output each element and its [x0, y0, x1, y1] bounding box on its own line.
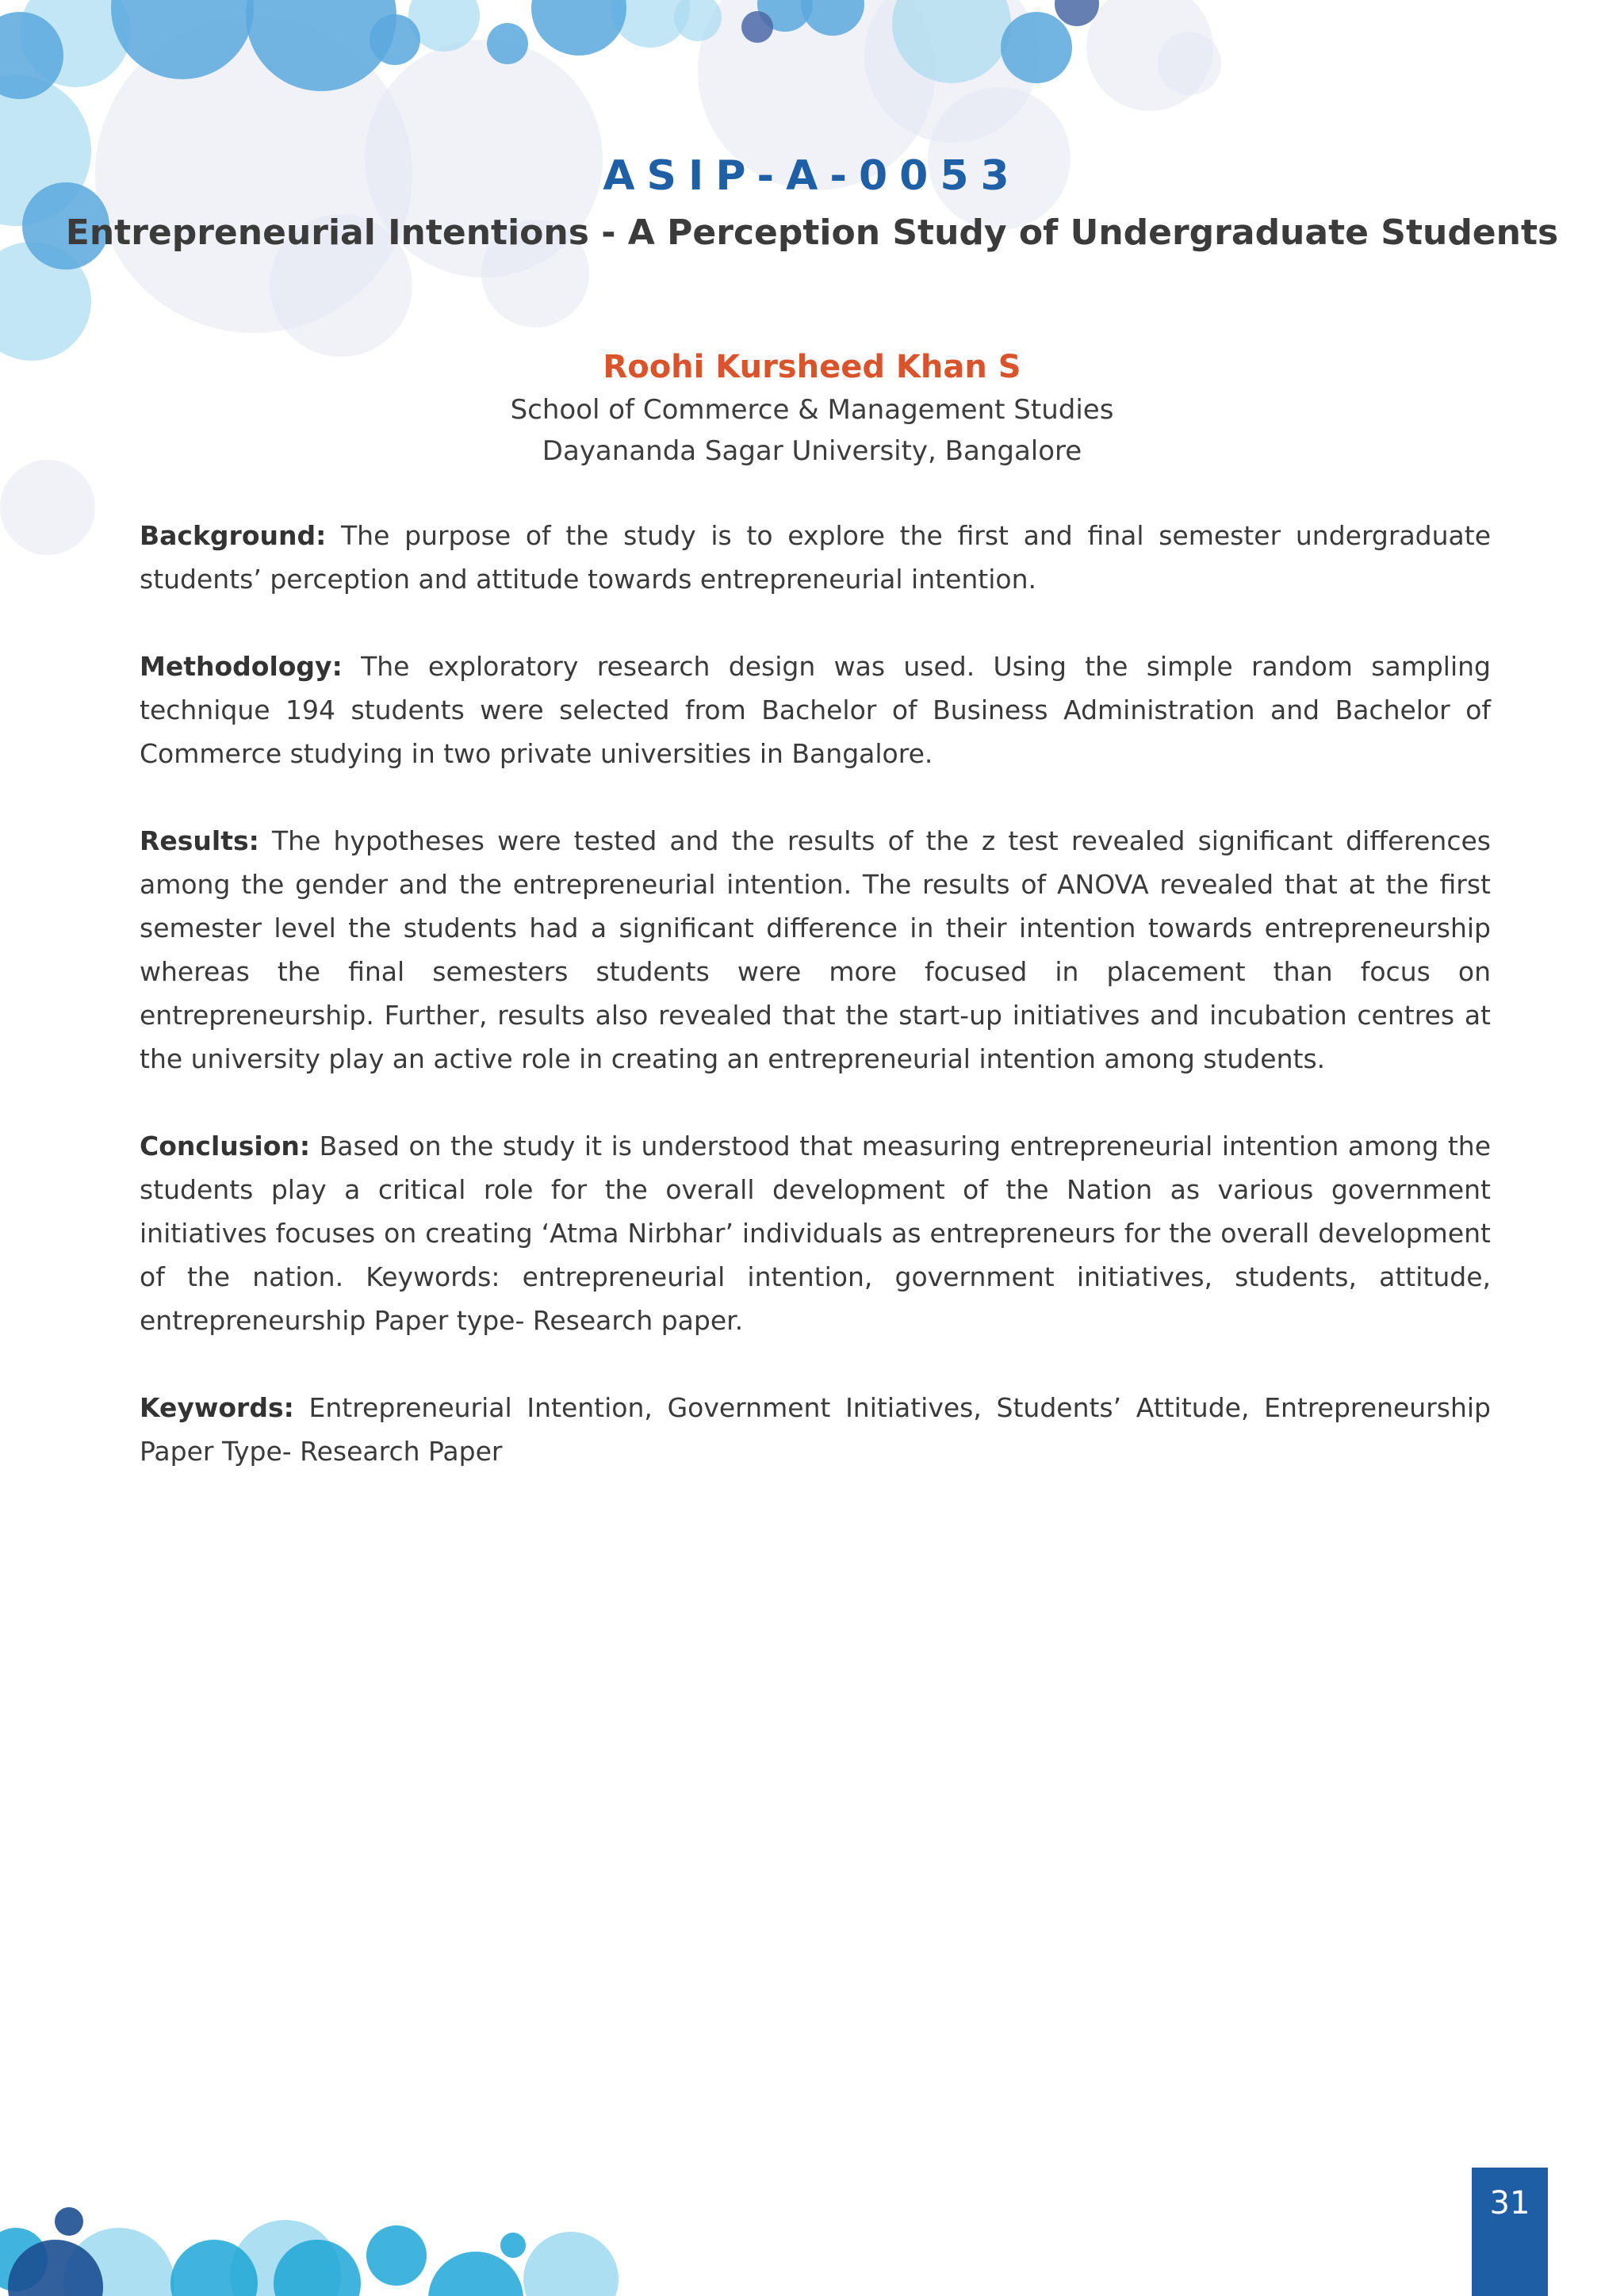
section-keywords: [140, 1386, 1491, 1473]
abstract-body: [140, 514, 1491, 1517]
page-number-box: [1472, 2168, 1548, 2296]
section-methodology: [140, 645, 1491, 775]
section-label: Keywords:: [140, 1392, 294, 1423]
abstract-code: ASIP-A-0053: [603, 152, 1021, 200]
author-affiliation-school: School of Commerce & Management Studies: [510, 394, 1114, 426]
section-text: The purpose of the study is to explore the first and final semester undergraduate students’ perception and attitude towards entrepreneurial intention.: [140, 520, 1491, 595]
section-label: Results:: [140, 825, 259, 856]
paper-title: Entrepreneurial Intentions - A Perception Study of Undergraduate Students: [65, 212, 1559, 253]
top-bubbles-faint: [0, 0, 1221, 555]
page-number: 31: [1489, 2185, 1530, 2221]
section-label: Conclusion:: [140, 1131, 311, 1161]
section-text: Entrepreneurial Intention, Government Initiatives, Students’ Attitude, Entrepreneurship Paper Type- Research Paper: [140, 1392, 1491, 1467]
section-background: [140, 514, 1491, 601]
section-conclusion: [140, 1124, 1491, 1342]
section-label: Methodology:: [140, 651, 343, 682]
section-text: Based on the study it is understood that measuring entrepreneurial intention among the students play a critical role for the overall development of the Nation as various government initiatives focuses on creating ‘Atma Nirbhar’ individuals as entrepreneurs for the overall development of the nation. Keywords: entrepreneurial intention, government initiatives, students, attitude, entrepreneurship Paper type- Research paper.: [140, 1131, 1491, 1336]
section-text: The exploratory research design was used. Using the simple random sampling technique 194 students were selected from Bachelor of Business Administration and Bachelor of Commerce studying in two private universities in Bangalore.: [140, 651, 1491, 769]
section-text: The hypotheses were tested and the results of the z test revealed significant differences among the gender and the entrepreneurial intention. The results of ANOVA revealed that at the first semester level the students had a significant difference in their intention towards entrepreneurship whereas the final semesters students were more focused in placement than focus on entrepreneurship. Further, results also revealed that the start-up initiatives and incubation centres at the university play an active role in creating an entrepreneurial intention among students.: [140, 825, 1491, 1074]
section-results: [140, 819, 1491, 1081]
author-affiliation-university: Dayananda Sagar University, Bangalore: [542, 435, 1082, 467]
section-label: Background:: [140, 520, 327, 551]
author-name: Roohi Kursheed Khan S: [603, 349, 1021, 385]
